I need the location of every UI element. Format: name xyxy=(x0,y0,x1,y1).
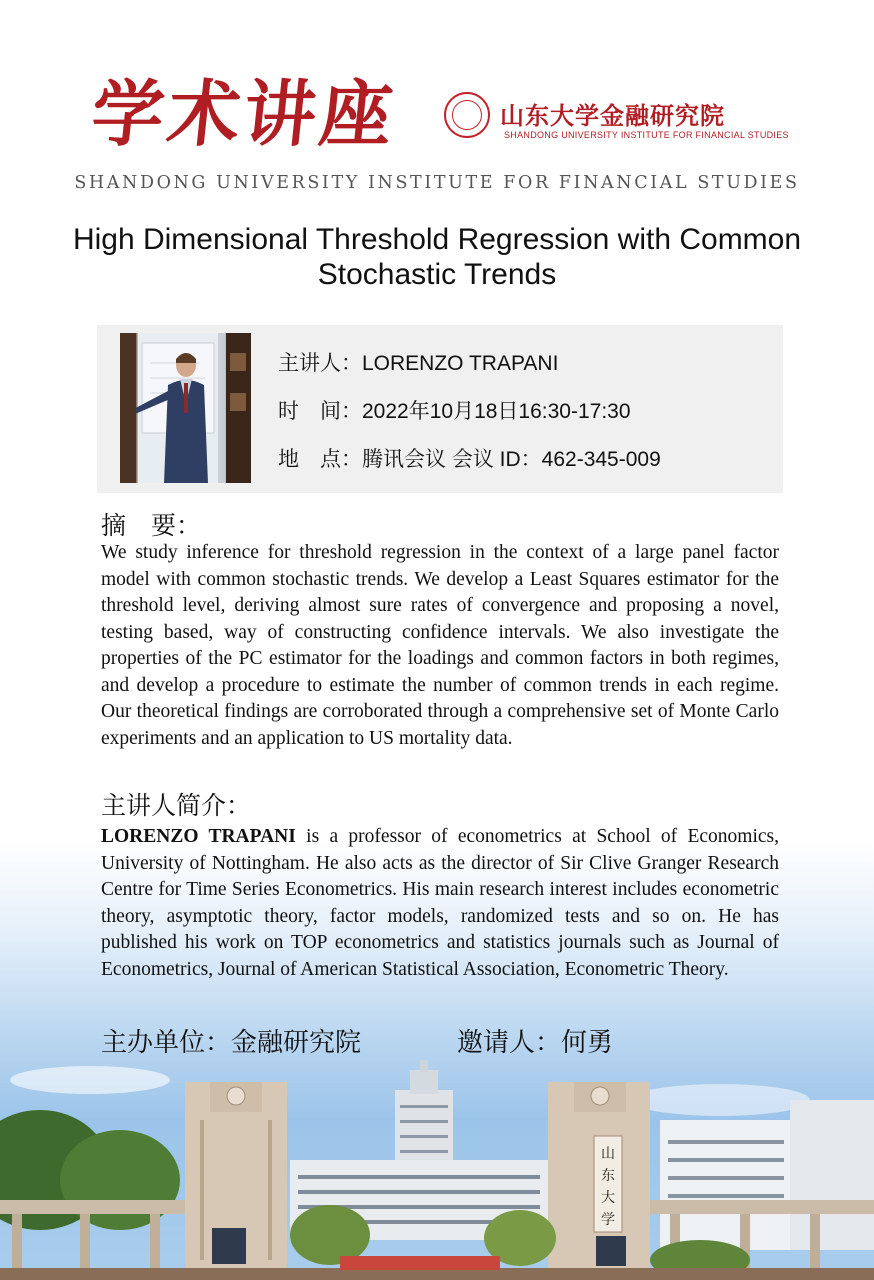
abstract-heading: 摘 要： xyxy=(101,512,202,540)
poster-title: 学术讲座 xyxy=(87,71,401,156)
campus-illustration xyxy=(0,1060,874,1280)
abstract-text: We study inference for threshold regression in the context of a large panel factor model with common stochastic trends. We develop a Least Squares estimator for the threshold level, deriving almost sure rates of convergence and proposing a novel, testing based, way of constructing confidence intervals. We also investigate the properties of the PC estimator for the loadings and common factors in both regimes, and develop a procedure to estimate the number of common trends in each regime. Our theoretical findings are corroborated through a comprehensive set of Monte Carlo experiments and an application to US mortality data. xyxy=(101,542,779,749)
info-time xyxy=(278,395,631,425)
info-speaker xyxy=(278,347,558,377)
bio-speaker-name: LORENZO TRAPANI xyxy=(101,826,296,847)
university-seal-icon xyxy=(444,92,490,138)
bio-heading: 主讲人简介： xyxy=(101,792,252,820)
place-value: 腾讯会议 会议 ID：462-345-009 xyxy=(362,448,661,471)
time-label: 时 间： xyxy=(278,400,362,423)
time-value: 2022年10月18日16:30-17:30 xyxy=(362,400,631,423)
inviter: 邀请人：何勇 xyxy=(457,1027,614,1057)
gate-sign-char-4: 学 xyxy=(601,1212,615,1228)
place-label: 地 点： xyxy=(278,448,362,471)
speaker-name: LORENZO TRAPANI xyxy=(362,352,559,375)
info-place xyxy=(278,443,661,473)
institute-name-cn: 山东大学金融研究院 xyxy=(500,101,725,130)
bio-body: is a professor of econometrics at School of Economics, University of Nottingham. He also acts as the director of Sir Clive Granger Research Centre for Time Series Econometrics. His main research interest includes econometric theory, asymptotic theory, factor models, randomized tests and so on. He has published his work on TOP econometrics and statistics journals such as Journal of Econometrics, Journal of American Statistical Association, Econometric Theory. xyxy=(101,826,779,980)
speaker-label: 主讲人： xyxy=(278,352,362,375)
bio-text xyxy=(101,824,779,983)
speaker-photo xyxy=(120,333,251,483)
host-organization: 主办单位：金融研究院 xyxy=(101,1027,362,1057)
gate-sign-char-1: 山 xyxy=(601,1146,615,1162)
gate-sign-char-2: 东 xyxy=(601,1168,615,1184)
speaker-figure-icon xyxy=(120,333,251,483)
gate-sign-char-3: 大 xyxy=(601,1190,615,1206)
institute-subtitle: SHANDONG UNIVERSITY INSTITUTE FOR FINANCIAL STUDIES xyxy=(74,173,800,193)
talk-title: High Dimensional Threshold Regression with Common Stochastic Trends xyxy=(72,223,802,291)
institute-name-en: SHANDONG UNIVERSITY INSTITUTE FOR FINANCIAL STUDIES xyxy=(504,130,789,140)
